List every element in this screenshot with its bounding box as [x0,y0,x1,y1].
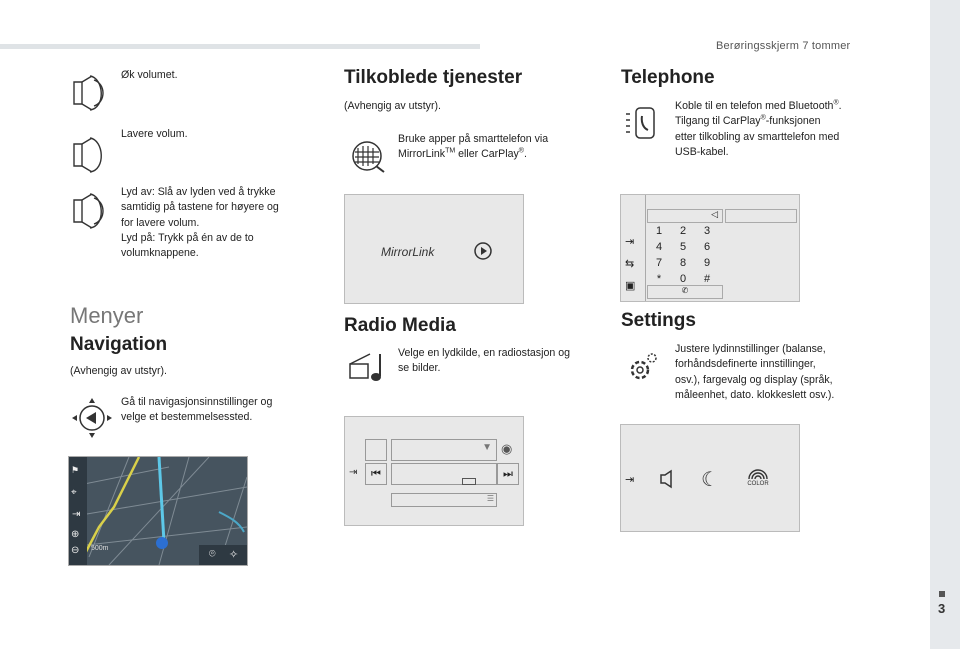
volume-down-icon [70,134,112,176]
zoom-out-icon[interactable]: ⊖ [71,545,80,556]
chevron-down-icon: ▼ [482,442,492,453]
exit-icon[interactable]: ⇥ [349,467,358,478]
telephone-icon [622,104,658,144]
telephone-title: Telephone [621,67,715,88]
radio-media-title: Radio Media [344,315,456,336]
compass-icon[interactable]: ✧ [229,549,239,561]
volume-up-icon [70,72,112,114]
contacts-icon[interactable]: ▣ [625,280,636,292]
zoom-in-icon[interactable]: ⊕ [71,529,80,540]
next-track-icon[interactable]: ⏭ [497,463,519,485]
telephone-desc: Koble til en telefon med Bluetooth®. Tilgang til CarPlay®-funksjonen etter tilkobling av smarttelefon med USB-kabel. [675,99,842,158]
volume-mute-text: Lyd av: Slå av lyden ved å trykke samtidig på tastene for høyere og for lavere volum. Lyd på: Trykk på én av de to volumknappene. [121,186,279,260]
radio-media-screen [344,416,524,526]
exit-icon[interactable]: ⇥ [72,509,81,520]
page-marker [939,591,945,597]
progress-indicator [462,478,476,485]
navigation-desc: Gå til navigasjonsinnstillinger og velge et bestemmelsessted. [121,396,273,424]
navigation-map-screen [68,456,248,566]
call-field[interactable] [725,209,797,223]
phone-transfer-icon[interactable]: ⇆ [625,258,635,270]
exit-icon[interactable]: ⇥ [625,474,635,486]
connected-services-desc: Bruke apper på smarttelefon via MirrorLink™ eller CarPlay®. [398,133,549,161]
volume-up-text: Øk volumet. [121,69,178,81]
page-number: 3 [938,601,946,616]
previous-track-icon[interactable]: ⏮ [365,463,387,485]
navigation-note: (Avhengig av utstyr). [70,365,167,377]
number-field[interactable] [647,209,723,223]
night-mode-icon[interactable]: ☾ [701,469,719,491]
info-bar [391,493,497,507]
sidebar-divider [645,195,646,301]
exit-icon[interactable]: ⇥ [625,236,635,248]
mirrorlink-logo[interactable]: MirrorLink [381,245,435,259]
keypad-row: 1 2 3 [655,225,711,237]
checkered-flag-icon[interactable]: ⚑ [71,465,80,475]
volume-down-text: Lavere volum. [121,128,188,140]
navigation-icon [70,396,114,440]
crosshair-icon[interactable]: ⌖ [71,487,77,498]
keypad-row: 7 8 9 [655,257,711,269]
source-button[interactable] [365,439,387,461]
connected-apps-icon [346,136,388,178]
header-rule [0,44,480,49]
radio-media-icon [346,350,390,386]
volume-mute-icon [70,190,112,232]
connected-services-screen [344,194,524,304]
settings-title: Settings [621,310,696,331]
connected-services-note: (Avhengig av utstyr). [344,100,441,112]
side-tab [930,0,960,649]
connected-services-title: Tilkoblede tjenester [344,67,523,88]
dial-keypad[interactable] [647,223,721,287]
station-dropdown[interactable] [391,439,497,461]
color-label: COLOR [747,481,769,487]
call-handset-icon[interactable]: ✆ [647,285,723,299]
navigation-title: Navigation [70,334,168,355]
color-settings-icon[interactable] [743,467,773,487]
now-playing-field [391,463,497,485]
radio-media-desc: Velge en lydkilde, en radiostasjon og se bilder. [398,347,570,375]
backspace-icon[interactable]: ◁ [711,209,718,219]
map-scale: 500m [91,545,109,552]
menus-title: Menyer [70,303,144,328]
settings-screen [620,424,800,532]
settings-gear-icon [624,350,660,386]
telephone-screen [620,194,800,302]
carplay-play-icon[interactable] [473,241,493,261]
running-title: Berøringsskjerm 7 tommer [716,40,851,52]
location-icon[interactable]: ⌾ [209,548,216,560]
settings-desc: Justere lydinnstillinger (balanse, forhåndsdefinerte innstillinger, osv.), fargevalg og display (språk, måleenhet, dato. klokkeslett osv.). [675,343,835,401]
list-icon[interactable]: ☰ [486,494,494,503]
audio-settings-icon[interactable] [659,469,677,489]
keypad-row: 4 5 6 [655,241,711,253]
radio-dial-icon[interactable]: ◉ [501,441,513,456]
keypad-row: * 0 # [656,273,711,285]
